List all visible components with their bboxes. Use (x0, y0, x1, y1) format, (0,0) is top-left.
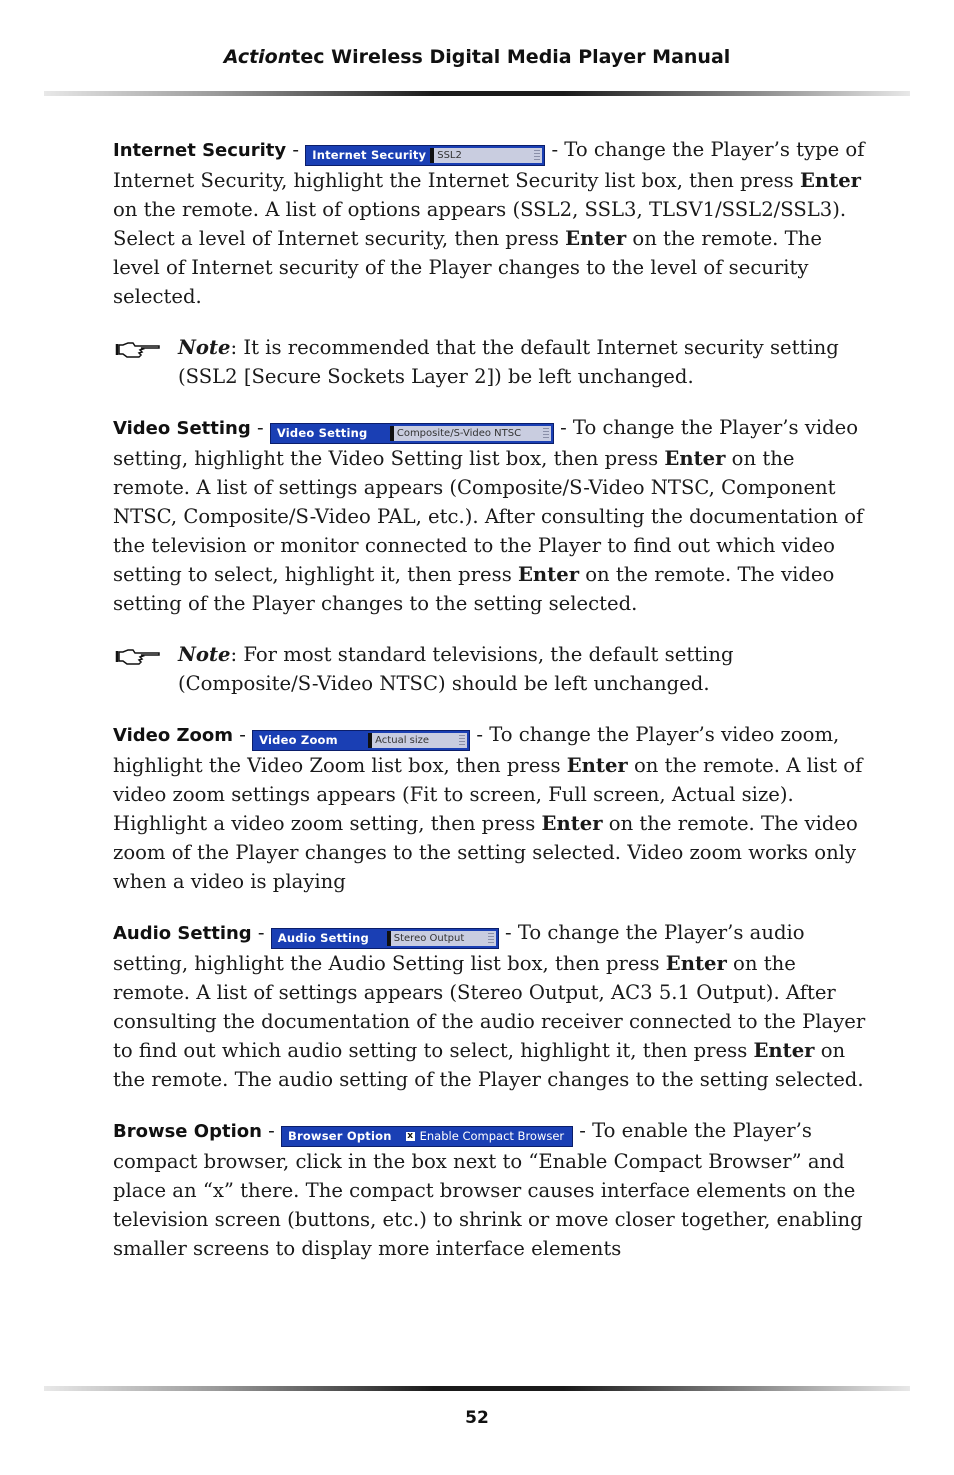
pointing-hand-icon (115, 644, 161, 666)
section-browse-option (113, 1116, 873, 1263)
note-video-setting (113, 640, 873, 698)
widget-label: Internet Security (312, 148, 427, 162)
note-text: : It is recommended that the default Internet security setting (SSL2 [Secure Sockets Layer 2]) be left unchanged. (178, 336, 839, 388)
body-text: - To change the Player’s audio setting, highlight the Audio Setting list box, then press (113, 921, 805, 975)
body-text: on the remote. A list of settings appears (Composite/S-Video NTSC, Component NTSC, Composite/S-Video PAL, etc.). After consulting the documentation of the television or monitor connected to the Player to find out which video setting to select, highlight it, then press (113, 447, 864, 586)
term-video-zoom: Video Zoom (113, 725, 234, 746)
browser-option-widget (281, 1126, 573, 1147)
section-video-setting (113, 413, 873, 618)
term-video-setting: Video Setting (113, 418, 251, 439)
page-header (0, 46, 954, 68)
body-text: - To change the Player’s video setting, highlight the Video Setting list box, then press (113, 416, 859, 470)
term-internet-security: Internet Security (113, 140, 287, 161)
internet-security-widget (305, 145, 545, 166)
pointing-hand-icon (115, 337, 161, 359)
enter-key-text: Enter (518, 563, 580, 586)
term-separator: - (261, 1119, 281, 1142)
footer-divider (44, 1386, 910, 1391)
body-text: - To change the Player’s type of Internet Security, highlight the Internet Security list box, then press (113, 138, 865, 192)
compact-browser-checkbox: x (407, 1131, 414, 1141)
internet-security-select: SSL2 (430, 148, 542, 163)
note-label: Note (178, 643, 231, 666)
enter-key-text: Enter (565, 227, 627, 250)
body-text: on the remote. The video zoom of the Player changes to the setting selected. Video zoom works only when a video is playing (113, 812, 858, 893)
section-video-zoom (113, 720, 873, 896)
term-separator: - (233, 723, 253, 746)
audio-setting-select: Stereo Output (387, 931, 496, 946)
widget-label: Audio Setting (277, 931, 369, 945)
header-title-text: Wireless Digital Media Player Manual (324, 46, 731, 68)
video-setting-select: Composite/S-Video NTSC (390, 426, 551, 441)
term-separator: - (251, 921, 271, 944)
body-text: - To change the Player’s video zoom, highlight the Video Zoom list box, then press (113, 723, 840, 777)
term-browse-option: Browse Option (113, 1121, 262, 1142)
enter-key-text: Enter (753, 1039, 815, 1062)
video-setting-widget (270, 423, 554, 444)
body-text: on the remote. The audio setting of the Player changes to the setting selected. (113, 1039, 864, 1091)
body-text: - To enable the Player’s compact browser, click in the box next to “Enable Compact Browser” and place an “x” there. The compact browser causes interface elements on the television screen (buttons, etc.) to shrink or move closer together, enabling smaller screens to display more interface elements (113, 1119, 863, 1260)
body-text: on the remote. A list of settings appears (Stereo Output, AC3 5.1 Output). After consulting the documentation of the audio receiver connected to the Player to find out which audio setting to select, highlight it, then press (113, 952, 866, 1062)
enter-key-text: Enter (664, 447, 726, 470)
page-number: 52 (465, 1408, 489, 1428)
video-zoom-select: Actual size (368, 733, 467, 748)
body-text: on the remote. A list of video zoom settings appears (Fit to screen, Full screen, Actual size). Highlight a video zoom setting, then press (113, 754, 863, 835)
compact-browser-label: Enable Compact Browser (419, 1129, 565, 1143)
header-divider (44, 91, 910, 96)
term-separator: - (286, 138, 306, 161)
section-internet-security (113, 135, 873, 311)
widget-label: Video Zoom (259, 733, 338, 747)
term-separator: - (250, 416, 270, 439)
enter-key-text: Enter (541, 812, 603, 835)
enter-key-text: Enter (566, 754, 628, 777)
brand-rest: tec (291, 46, 325, 68)
note-internet-security (113, 333, 873, 391)
enter-key-text: Enter (799, 169, 861, 192)
audio-setting-widget (271, 928, 499, 949)
page-content (113, 135, 873, 1285)
note-label: Note (178, 336, 231, 359)
widget-label: Browser Option (288, 1129, 392, 1143)
brand-italic: Action (223, 46, 292, 68)
widget-label: Video Setting (276, 426, 368, 440)
body-text: on the remote. The level of Internet security of the Player changes to the level of security selected. (113, 227, 822, 308)
section-audio-setting (113, 918, 873, 1094)
body-text: on the remote. A list of options appears (SSL2, SSL3, TLSV1/SSL2/SSL3). Select a level of Internet security, then press (113, 198, 847, 250)
enter-key-text: Enter (665, 952, 727, 975)
term-audio-setting: Audio Setting (113, 923, 252, 944)
video-zoom-widget (252, 730, 470, 751)
note-text: : For most standard televisions, the default setting (Composite/S-Video NTSC) should be left unchanged. (178, 643, 734, 695)
body-text: on the remote. The video setting of the Player changes to the setting selected. (113, 563, 835, 615)
